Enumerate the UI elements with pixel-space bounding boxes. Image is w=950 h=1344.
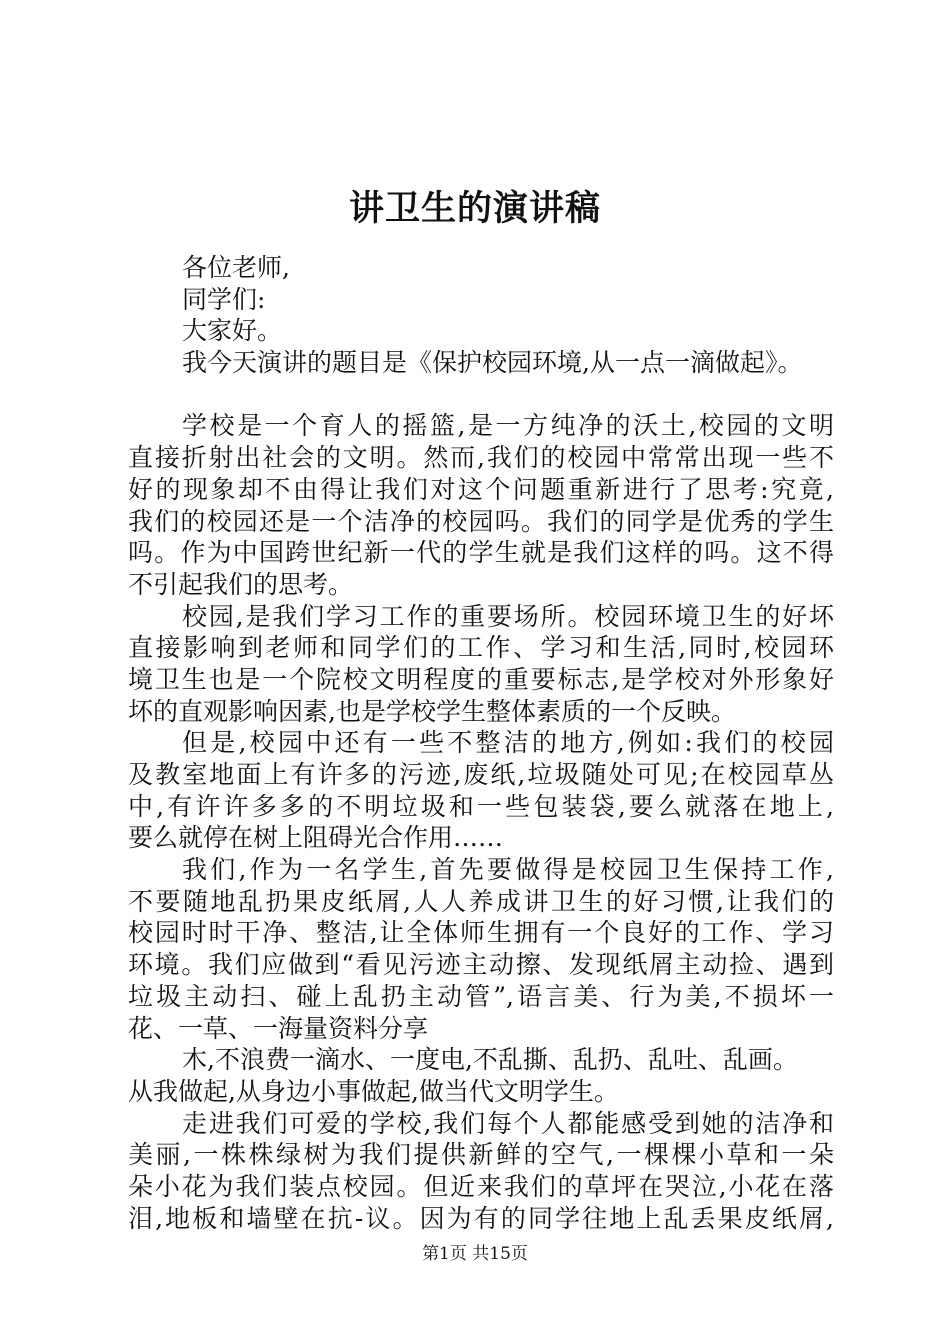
- body-line: 花、一草、一海量资料分享: [128, 1013, 429, 1043]
- document-body: [128, 252, 834, 1234]
- body-line: 中,有许许多多的不明垃圾和一些包装袋,要么就落在地上,: [128, 791, 834, 821]
- body-line: 环境。我们应做到“看见污迹主动擦、发现纸屑主动捡、遇到: [128, 950, 834, 980]
- body-line: 走进我们可爱的学校,我们每个人都能感受到她的洁净和: [182, 1108, 834, 1138]
- body-line: 校园时时干净、整洁,让全体师生拥有一个良好的工作、学习: [128, 918, 834, 948]
- page-footer: 第1页 共15页: [422, 1244, 528, 1264]
- blank-line: [128, 379, 834, 411]
- body-line: 各位老师,: [182, 253, 290, 282]
- body-line: 大家好。: [182, 316, 283, 346]
- body-line: 但是,校园中还有一些不整洁的地方,例如:我们的校园: [182, 728, 834, 758]
- body-line: 不引起我们的思考。: [128, 569, 354, 599]
- body-line: 木,不浪费一滴水、一度电,不乱撕、乱扔、乱吐、乱画。: [182, 1045, 798, 1075]
- body-line: 要么就停在树上阻碍光合作用……: [128, 823, 504, 853]
- body-line: 直接影响到老师和同学们的工作、学习和生活,同时,校园环: [128, 633, 834, 663]
- body-line: 美丽,一株株绿树为我们提供新鲜的空气,一棵棵小草和一朵: [128, 1140, 834, 1170]
- body-line: 我们的校园还是一个洁净的校园吗。我们的同学是优秀的学生: [128, 506, 834, 536]
- body-line: 不要随地乱扔果皮纸屑,人人养成讲卫生的好习惯,让我们的: [128, 886, 834, 916]
- body-line: 境卫生也是一个院校文明程度的重要标志,是学校对外形象好: [128, 664, 834, 694]
- body-line: 朵小花为我们装点校园。但近来我们的草坪在哭泣,小花在落: [128, 1171, 834, 1201]
- body-line: 直接折射出社会的文明。然而,我们的校园中常常出现一些不: [128, 443, 834, 473]
- document-title: 讲卫生的演讲稿: [348, 188, 601, 229]
- body-line: 我今天演讲的题目是《保护校园环境,从一点一滴做起》。: [182, 348, 803, 378]
- body-line: 学校是一个育人的摇篮,是一方纯净的沃土,校园的文明: [182, 411, 834, 441]
- body-line: 我们,作为一名学生,首先要做得是校园卫生保持工作,: [182, 855, 834, 885]
- body-line: 垃圾主动扫、碰上乱扔主动管”,语言美、行为美,不损坏一: [128, 981, 834, 1011]
- body-line: 从我做起,从身边小事做起,做当代文明学生。: [128, 1076, 619, 1106]
- body-line: 好的现象却不由得让我们对这个问题重新进行了思考:究竟,: [128, 474, 834, 504]
- body-line: 坏的直观影响因素,也是学校学生整体素质的一个反映。: [128, 696, 736, 726]
- body-line: 同学们:: [182, 284, 266, 314]
- body-line: 校园,是我们学习工作的重要场所。校园环境卫生的好坏: [182, 601, 834, 631]
- body-line: 吗。作为中国跨世纪新一代的学生就是我们这样的吗。这不得: [128, 538, 834, 568]
- body-line: 泪,地板和墙壁在抗-议。因为有的同学往地上乱丢果皮纸屑,: [128, 1203, 834, 1233]
- body-line: 及教室地面上有许多的污迹,废纸,垃圾随处可见;在校园草丛: [128, 760, 834, 789]
